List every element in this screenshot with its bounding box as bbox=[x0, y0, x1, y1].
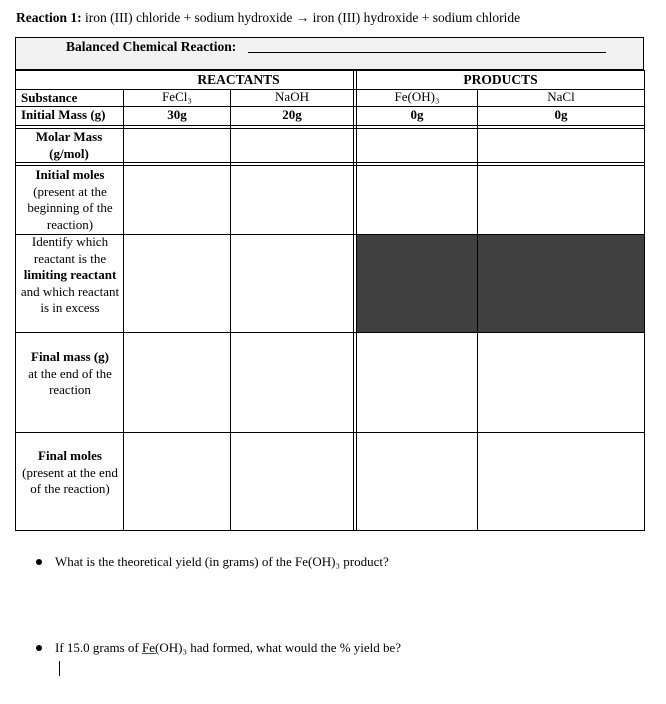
substance-naoh: NaOH bbox=[275, 89, 309, 104]
substance-label: Substance bbox=[21, 90, 78, 105]
shaded-cell-product-1 bbox=[357, 235, 477, 332]
products-header: PRODUCTS bbox=[463, 72, 538, 87]
molar-mass-label: Molar Mass (g/mol) bbox=[35, 129, 103, 161]
substance-feoh3: Fe(OH)₃ bbox=[394, 89, 440, 104]
reactants-header: REACTANTS bbox=[197, 72, 280, 87]
bullet-icon bbox=[36, 559, 42, 565]
initial-mass-feoh3: 0g bbox=[410, 107, 424, 122]
final-moles-label: Final moles (present at the end of the reaction) bbox=[22, 448, 118, 496]
initial-mass-naoh: 20g bbox=[282, 107, 302, 122]
question-percent-yield: If 15.0 grams of Fe(OH)₃ had formed, what would the % yield be? bbox=[36, 640, 401, 656]
molar-mass-input-fecl3[interactable] bbox=[124, 129, 230, 162]
limiting-reactant-label: Identify which reactant is the limiting reactant and which reactant is in excess bbox=[20, 234, 120, 315]
molar-mass-input-feoh3[interactable] bbox=[357, 129, 477, 162]
reaction-equation: iron (III) chloride + sodium hydroxide → iron (III) hydroxide + sodium chloride bbox=[84, 10, 521, 25]
balanced-reaction-box[interactable] bbox=[15, 37, 644, 70]
shaded-cell-product-2 bbox=[478, 235, 644, 332]
substance-fecl3: FeCl₃ bbox=[162, 89, 192, 104]
reaction-heading bbox=[16, 10, 520, 26]
final-mass-label: Final mass (g) at the end of the reaction bbox=[28, 349, 112, 397]
molar-mass-input-nacl[interactable] bbox=[478, 129, 644, 162]
balanced-reaction-blank[interactable] bbox=[248, 52, 606, 53]
initial-mass-nacl: 0g bbox=[554, 107, 568, 122]
bullet-icon bbox=[36, 645, 42, 651]
initial-mass-fecl3: 30g bbox=[167, 107, 187, 122]
initial-mass-label: Initial Mass (g) bbox=[21, 107, 106, 122]
substance-nacl: NaCl bbox=[547, 89, 575, 104]
balanced-reaction-label: Balanced Chemical Reaction: bbox=[66, 39, 237, 54]
text-cursor[interactable] bbox=[59, 661, 60, 676]
stoichiometry-table bbox=[15, 70, 645, 531]
initial-moles-label: Initial moles (present at the beginning of the reaction) bbox=[27, 167, 113, 232]
molar-mass-input-naoh[interactable] bbox=[231, 129, 353, 162]
reaction-label: Reaction 1: bbox=[16, 10, 82, 25]
question-theoretical-yield: What is the theoretical yield (in grams) of the Fe(OH)₃ product? bbox=[36, 554, 389, 570]
